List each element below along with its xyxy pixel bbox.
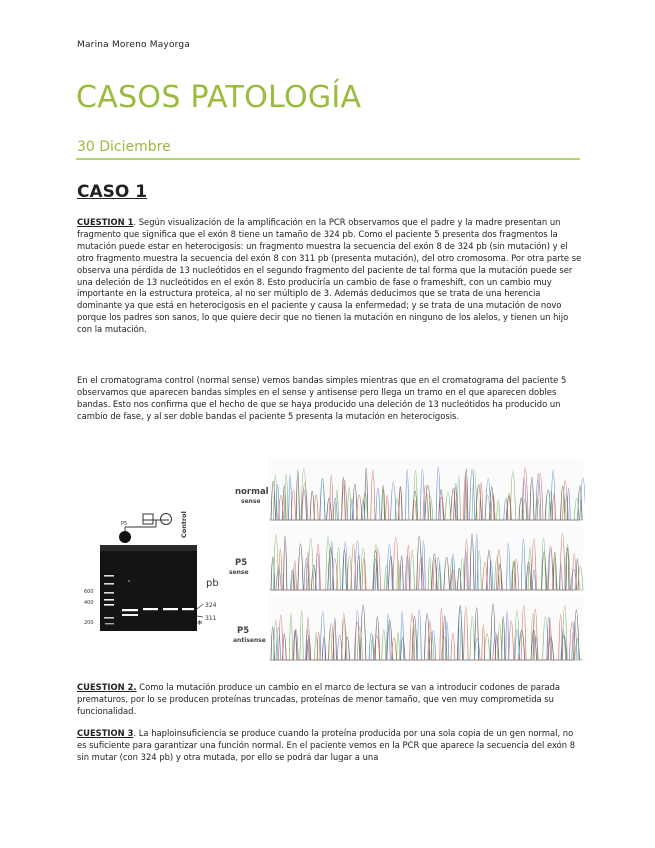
cuestion-1-label: CUESTION 1	[77, 217, 134, 227]
trace-label-normal: normal	[235, 487, 269, 497]
asterisk-mark: *	[197, 618, 203, 631]
mother-symbol	[161, 514, 172, 525]
cuestion-2-text: Como la mutación produce un cambio en el marco de lectura se van a introducir codones de parada prematuros, por lo se producen proteínas truncadas, proteínas de menor tamaño, que ven muy comprometida su funcionalidad.	[77, 682, 561, 716]
ladder-400: 400	[84, 600, 94, 606]
patient-symbol	[119, 531, 131, 543]
ladder-200: 200	[84, 620, 94, 626]
band-324-p5	[122, 609, 138, 611]
band-label-311: 311	[205, 615, 217, 622]
pedigree	[119, 511, 188, 543]
figure-pcr-chromatogram	[77, 452, 585, 667]
trace-label-p5-sense: P5	[235, 558, 248, 568]
pedigree-label: P5	[121, 521, 128, 527]
father-symbol	[143, 514, 153, 524]
author-name: Marina Moreno Mayorga	[77, 40, 191, 50]
trace-label-p5-antisense: P5	[237, 626, 250, 636]
paragraph-cuestion-1	[77, 217, 585, 336]
document-date: 30 Diciembre	[77, 139, 171, 155]
cuestion-1-text: . Según visualización de la amplificación en la PCR observamos que el padre y la madre presentan un fragmento que significa que el exón 8 tiene un tamaño de 324 pb. Como el paciente 5 presenta dos fragmentos la mutación puede estar en heterocigosis: un fragmento muestra la secuencia del exón 8 de 324 pb (sin mutación) y el otro fragmento muestra la secuencia del exón 8 con 311 pb (presenta mutación), del otro cromosoma. Por otra parte se observa una pérdida de 13 nucleótidos en el segundo fragmento del paciente de tal forma que la mutación puede ser una deleción de 13 nucleótidos en el exón 8. Esto produciría un cambio de fase o frameshift, con un cambio muy importante en la estructura proteica, al no ser múltiplo de 3. Además deducimos que se trata de una herencia dominante ya que está en heterocigosis en el paciente y causa la enfermedad; y se trata de una mutación de novo porque los padres son sanos, lo que quiere decir que no tienen la mutación en ninguno de los alelos, y tienen un hijo con la mutación.	[77, 217, 582, 335]
section-heading: CASO 1	[77, 182, 148, 202]
title-divider	[76, 158, 580, 160]
paragraph-chromatogram: En el cromatograma control (normal sense) vemos bandas simples mientras que en el cromatograma del paciente 5 observamos que aparecen bandas simples en el sense y antisense pero llega un tramo en el que aparecen dobles bandas. Esto nos confirma que el hecho de que se haya producido una deleción de 13 nucleótidos ha producido un cambio de fase, y al ser doble bandas el paciente 5 presenta la mutación en heterocigosis.	[77, 375, 567, 421]
ladder-600: 600	[84, 589, 94, 595]
band-label-324: 324	[205, 602, 217, 609]
gel-image	[84, 545, 219, 631]
trace-sublabel-normal: sense	[241, 498, 261, 505]
paragraph-cuestion-3	[77, 728, 585, 764]
band-311-p5	[122, 614, 138, 616]
trace-sublabel-p5-sense: sense	[229, 569, 249, 576]
trace-sublabel-p5-antisense: antisense	[233, 637, 266, 644]
chromatograms	[229, 452, 585, 662]
figure-svg	[77, 452, 585, 667]
control-label: Control	[180, 511, 188, 538]
cuestion-3-text: . La haploinsuficiencia se produce cuando la proteína producida por una sola copia de un gen normal, no es suficiente para garantizar una función normal. En el paciente vemos en la PCR que aparece la secuencia del exón 8 sin mutar (con 324 pb) y otra mutada, por ello se podrá dar lugar a una	[77, 728, 576, 762]
pb-label: pb	[206, 578, 219, 589]
document-title: CASOS PATOLOGÍA	[76, 80, 362, 115]
paragraph-cuestion-2	[77, 682, 585, 718]
cuestion-3-label: CUESTION 3	[77, 728, 134, 738]
cuestion-2-label: CUESTION 2.	[77, 682, 137, 692]
